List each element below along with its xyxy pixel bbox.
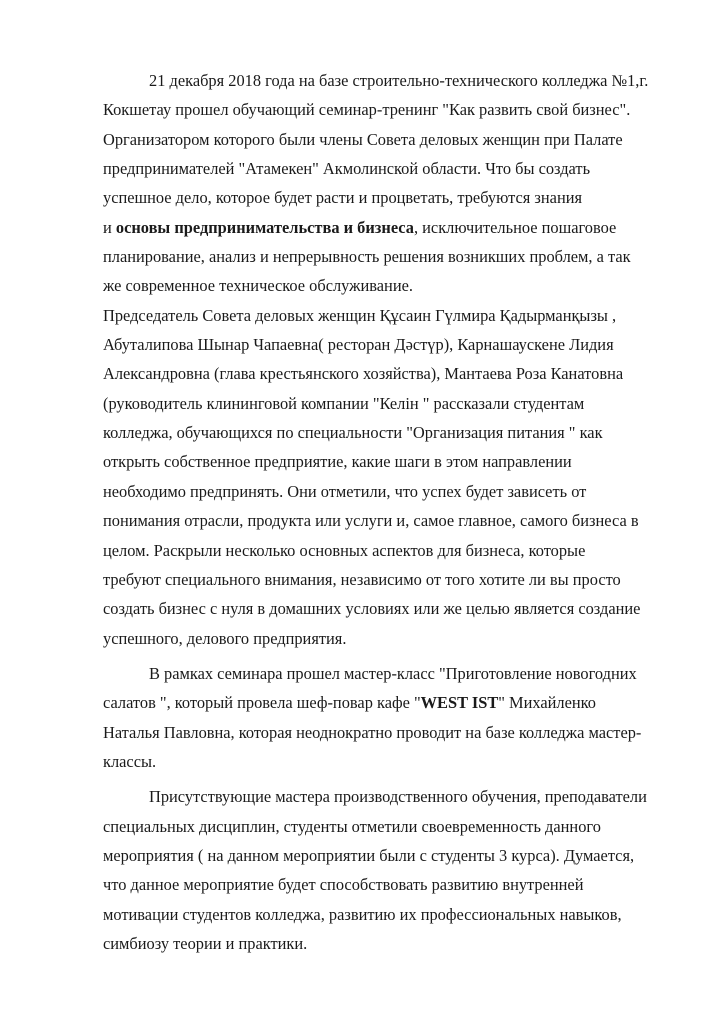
bold-phrase: основы предпринимательства и бизнеса <box>115 217 414 237</box>
text-line: Абуталипова Шынар Чапаевна( ресторан Дәстүр), Карнашаускене Лидия <box>103 335 614 355</box>
text-line: Александровна (глава крестьянского хозяйства), Мантаева Роза Канатовна <box>103 364 624 384</box>
text-line: колледжа, обучающихся по специальности "Организация питания " как <box>103 423 603 443</box>
text-line: Кокшетау прошел обучающий семинар-тренинг "Как развить свой бизнес". <box>103 100 631 120</box>
paragraph-3 <box>103 659 673 776</box>
text-line: Присутствующие мастера производственного обучения, преподаватели <box>149 787 647 807</box>
text-line <box>103 688 673 717</box>
text-line: что данное мероприятие будет способствовать развитию внутренней <box>103 875 584 895</box>
text-line: мотивации студентов колледжа, развитию их профессиональных навыков, <box>103 904 622 924</box>
text-fragment: " Михайленко <box>498 693 596 713</box>
text-line: понимания отрасли, продукта или услуги и, самое главное, самого бизнеса в <box>103 511 639 531</box>
text-line: успешное дело, которое будет расти и процветать, требуются знания <box>103 188 583 208</box>
bold-cafe-name: WEST IST <box>420 693 499 713</box>
text-line: предпринимателей "Атамекен" Акмолинской области. Что бы создать <box>103 159 591 179</box>
paragraph-1 <box>103 66 673 301</box>
text-line: же современное техническое обслуживание. <box>103 276 413 296</box>
text-line: 21 декабря 2018 года на базе строительно-технического колледжа №1,г. <box>149 71 649 90</box>
text-line: успешного, делового предприятия. <box>103 628 347 648</box>
text-fragment: салатов ", который провела шеф-повар кафе " <box>103 693 421 713</box>
text-line: планирование, анализ и непрерывность решения возникших проблем, а так <box>103 247 631 267</box>
text-line: (руководитель клининговой компании "Келін " рассказали студентам <box>103 393 585 413</box>
text-line: целом. Раскрыли несколько основных аспектов для бизнеса, которые <box>103 540 586 560</box>
text-line: мероприятия ( на данном мероприятии были с студенты 3 курса). Думается, <box>103 845 635 865</box>
text-line: симбиозу теории и практики. <box>103 933 308 953</box>
text-line: специальных дисциплин, студенты отметили своевременность данного <box>103 816 601 836</box>
text-fragment: и <box>103 217 116 237</box>
text-line: классы. <box>103 751 157 771</box>
paragraph-2 <box>103 301 673 653</box>
text-line: Наталья Павловна, которая неоднократно проводит на базе колледжа мастер- <box>103 722 642 742</box>
text-line: В рамках семинара прошел мастер-класс "Приготовление новогодних <box>149 663 637 683</box>
text-line: создать бизнес с нуля в домашних условиях или же целью является создание <box>103 599 641 619</box>
paragraph-4 <box>103 782 673 958</box>
text-line: открыть собственное предприятие, какие шаги в этом направлении <box>103 452 572 472</box>
text-line: необходимо предпринять. Они отметили, что успех будет зависеть от <box>103 481 587 501</box>
text-fragment: , исключительное пошаговое <box>413 217 617 237</box>
document-body <box>103 66 673 958</box>
text-line <box>103 213 673 242</box>
text-line: Председатель Совета деловых женщин Құсаин Гүлмира Қадырманқызы , <box>103 305 617 325</box>
text-line: Организатором которого были члены Совета деловых женщин при Палате <box>103 129 623 149</box>
text-line: требуют специального внимания, независимо от того хотите ли вы просто <box>103 569 621 589</box>
